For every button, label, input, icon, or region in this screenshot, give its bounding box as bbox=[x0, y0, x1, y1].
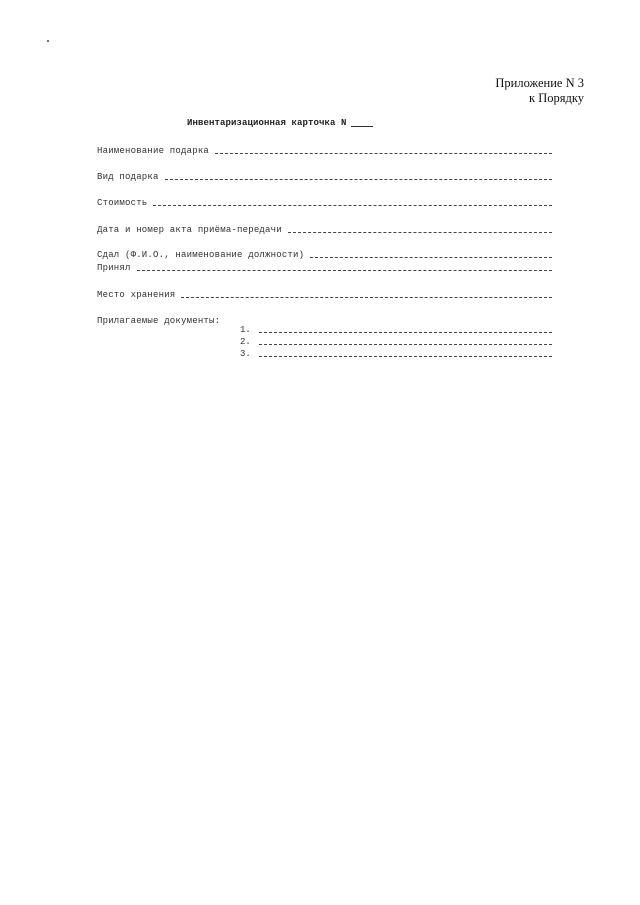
attached-document-row bbox=[240, 337, 552, 347]
attached-document-number: 1. bbox=[240, 325, 251, 335]
scan-speck bbox=[47, 40, 49, 42]
field-gift-kind-blank bbox=[165, 178, 552, 180]
card-title-text: Инвентаризационная карточка N bbox=[187, 118, 347, 128]
field-act-blank bbox=[288, 231, 552, 233]
field-gift-kind bbox=[97, 172, 552, 182]
card-title bbox=[187, 118, 373, 128]
field-gift-name-label: Наименование подарка bbox=[97, 146, 210, 156]
attached-document-blank bbox=[259, 331, 552, 333]
field-handed-over-blank bbox=[310, 256, 552, 258]
attached-document-blank bbox=[259, 343, 552, 345]
field-cost-label: Стоимость bbox=[97, 198, 148, 208]
field-gift-name bbox=[97, 146, 552, 156]
field-act-label: Дата и номер акта приёма-передачи bbox=[97, 225, 282, 235]
field-storage-label: Место хранения bbox=[97, 290, 176, 300]
field-cost bbox=[97, 198, 552, 208]
field-cost-blank bbox=[153, 204, 552, 206]
attached-document-blank bbox=[259, 355, 552, 357]
appendix-header bbox=[495, 76, 584, 106]
field-handed-over-label: Сдал (Ф.И.О., наименование должности) bbox=[97, 250, 305, 260]
field-accepted-blank bbox=[137, 269, 552, 271]
field-accepted-label: Принял bbox=[97, 263, 131, 273]
field-handed-over bbox=[97, 250, 552, 260]
attached-document-row bbox=[240, 349, 552, 359]
attached-document-number: 2. bbox=[240, 337, 251, 347]
field-storage-blank bbox=[181, 296, 552, 298]
attached-documents-label: Прилагаемые документы: bbox=[97, 316, 221, 326]
field-storage bbox=[97, 290, 552, 300]
attached-document-number: 3. bbox=[240, 349, 251, 359]
field-gift-name-blank bbox=[215, 152, 552, 154]
appendix-number: Приложение N 3 bbox=[495, 76, 584, 90]
field-accepted bbox=[97, 263, 552, 273]
field-act bbox=[97, 225, 552, 235]
field-gift-kind-label: Вид подарка bbox=[97, 172, 159, 182]
appendix-reference: к Порядку bbox=[529, 91, 584, 105]
attached-document-row bbox=[240, 325, 552, 335]
card-number-blank bbox=[351, 126, 373, 127]
